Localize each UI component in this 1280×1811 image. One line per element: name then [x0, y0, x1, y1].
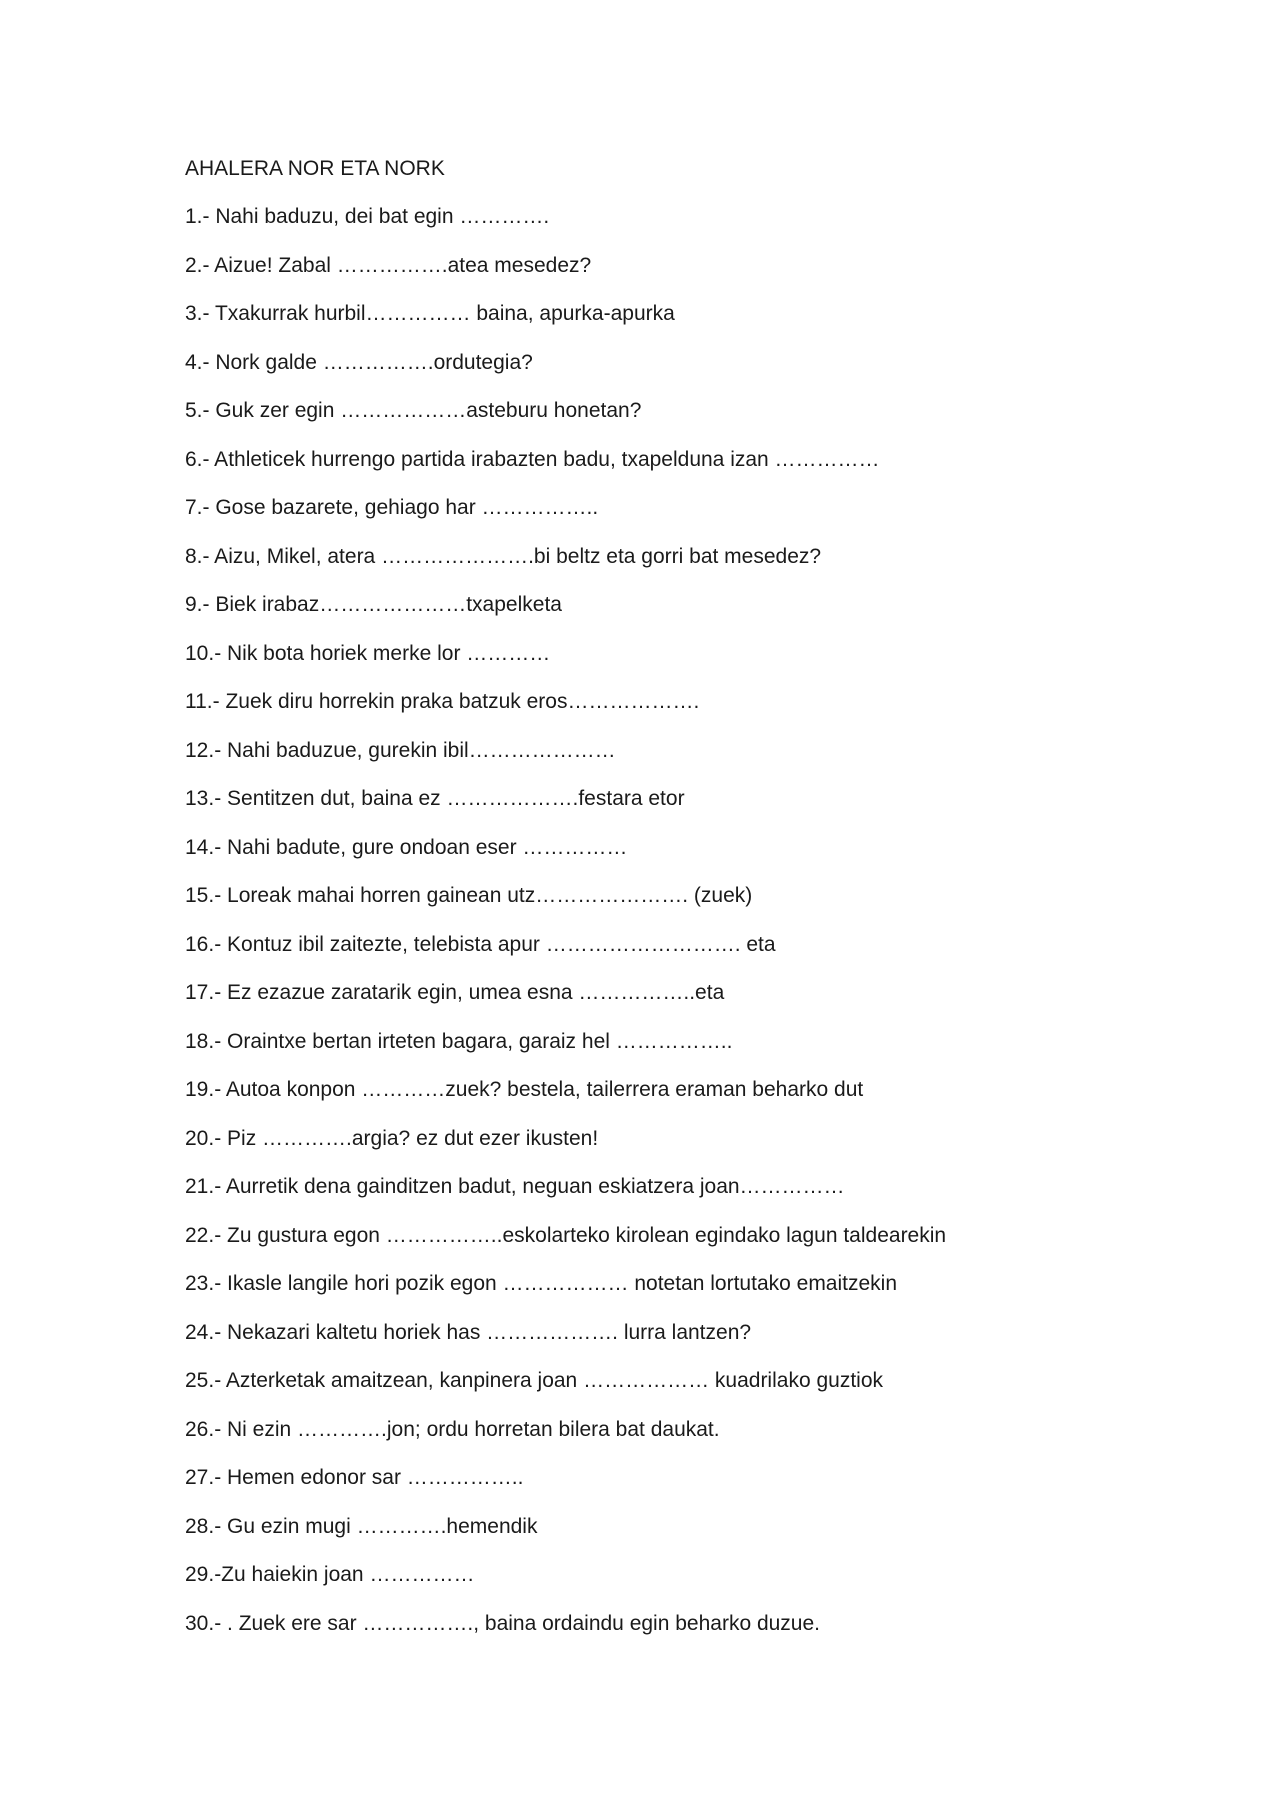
exercise-item: 9.- Biek irabaz…………………txapelketa: [185, 593, 562, 616]
exercise-item: 28.- Gu ezin mugi ………….hemendik: [185, 1514, 538, 1538]
exercise-item: 21.- Aurretik dena gainditzen badut, neguan eskiatzera joan……………: [185, 1175, 845, 1198]
exercise-item: 30.- . Zuek ere sar ……………., baina ordaindu egin beharko duzue.: [185, 1611, 821, 1635]
exercise-item: 12.- Nahi baduzue, gurekin ibil…………………: [185, 738, 616, 762]
exercise-item: 17.- Ez ezazue zaratarik egin, umea esna ……………..eta: [185, 981, 725, 1004]
exercise-item: 27.- Hemen edonor sar ……………..: [185, 1466, 524, 1489]
exercise-list: [185, 203, 946, 1658]
exercise-item: 8.- Aizu, Mikel, atera ………………….bi beltz eta gorri bat mesedez?: [185, 544, 822, 568]
exercise-item: 13.- Sentitzen dut, baina ez ……………….festara etor: [185, 787, 685, 810]
document-content: [185, 155, 1085, 1635]
exercise-item: 3.- Txakurrak hurbil…………… baina, apurka-apurka: [185, 302, 675, 325]
exercise-item: 16.- Kontuz ibil zaitezte, telebista apur ………………………. eta: [185, 932, 776, 956]
exercise-item: 29.-Zu haiekin joan ……………: [185, 1563, 475, 1586]
exercise-item: 6.- Athleticek hurrengo partida irabazten badu, txapelduna izan ……………: [185, 447, 880, 471]
exercise-item: 15.- Loreak mahai horren gainean utz…………………. (zuek): [185, 884, 753, 907]
exercise-item: 22.- Zu gustura egon ……………..eskolarteko kirolean egindako lagun taldearekin: [185, 1223, 947, 1247]
exercise-item: 18.- Oraintxe bertan irteten bagara, garaiz hel ……………..: [185, 1029, 733, 1053]
exercise-item: 25.- Azterketak amaitzean, kanpinera joan ……………… kuadrilako guztiok: [185, 1369, 883, 1392]
exercise-item: 19.- Autoa konpon …………zuek? bestela, tailerrera eraman beharko dut: [185, 1078, 864, 1101]
exercise-item: 1.- Nahi baduzu, dei bat egin ………….: [185, 205, 550, 228]
exercise-item: 5.- Guk zer egin ………………asteburu honetan?: [185, 399, 642, 422]
exercise-item: 4.- Nork galde …………….ordutegia?: [185, 350, 533, 374]
exercise-item: 26.- Ni ezin ………….jon; ordu horretan bilera bat daukat.: [185, 1417, 720, 1441]
exercise-item: 23.- Ikasle langile hori pozik egon ……………… notetan lortutako emaitzekin: [185, 1272, 898, 1295]
exercise-item: 20.- Piz ………….argia? ez dut ezer ikusten!: [185, 1126, 599, 1150]
exercise-item: 10.- Nik bota horiek merke lor …………: [185, 641, 551, 665]
exercise-item: 7.- Gose bazarete, gehiago har ……………..: [185, 496, 599, 519]
exercise-item: 2.- Aizue! Zabal …………….atea mesedez?: [185, 253, 592, 277]
exercise-item: 24.- Nekazari kaltetu horiek has ………………. lurra lantzen?: [185, 1320, 752, 1344]
exercise-item: 11.- Zuek diru horrekin praka batzuk eros……………….: [185, 690, 700, 713]
document-title: AHALERA NOR ETA NORK: [185, 157, 445, 180]
exercise-item: 14.- Nahi badute, gure ondoan eser ……………: [185, 835, 628, 859]
